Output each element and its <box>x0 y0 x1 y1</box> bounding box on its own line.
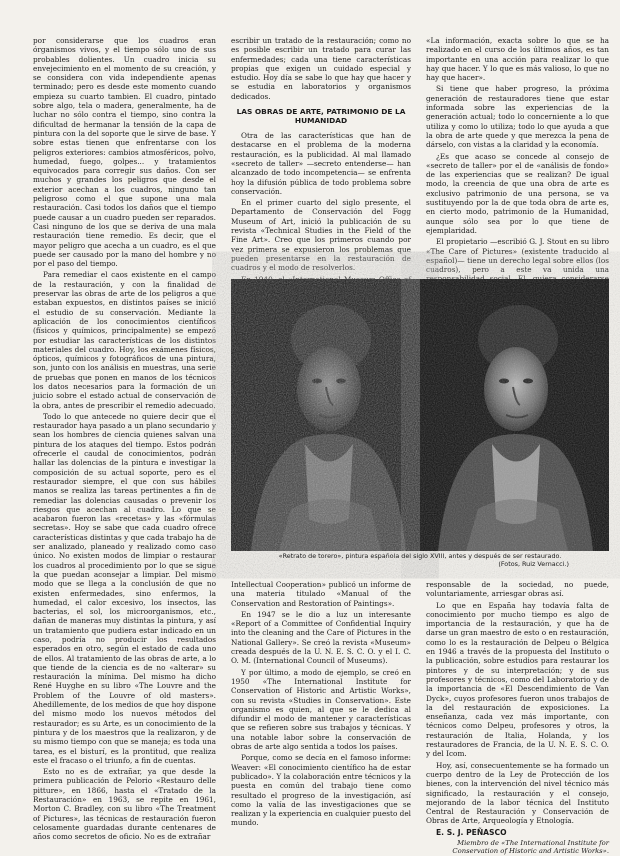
paragraph: «La información, exacta sobre lo que se ha realizado en el curso de los últimos años, es tan importante en una acción para realizar lo que hay que hacer. Y lo que es más valioso, lo que no hay que hacer». <box>426 36 609 83</box>
paragraph: Intellectual Cooperation» publicó un informe de una materia titulado «Manual of the Conservation and Restoration of Paintings». <box>231 580 411 608</box>
paragraph: Si tiene que haber progreso, la próxima generación de restauradores tiene que estar informada sobre las experiencias de la generación actual; todo lo concerniente a lo que utiliza y como lo utiliza; todo lo que ayuda a que la obra de arte quede y que merezca la pena de dárselo, con vistas a la claridad y la economía. <box>426 84 609 150</box>
author-signature: E. S. J. PEÑASCO <box>436 827 507 837</box>
portrait-before-restoration <box>231 279 420 551</box>
paragraph: Todo lo que antecede no quiere decir que el restaurador haya pasado a un plano secundario y sean los hombres de ciencia quienes salvan una pintura de los ataques del tiempo. Estos podrán ofrecerle el caudal de conocimientos, podrán hallar las dolencias de la pintura e investigar la composición de su actual soporte, pero es el restaurador siempre, el que con sus hábiles manos se realiza las tareas pertinentes a fin de remediar las dolencias causadas o prevenir los riesgos que acechan al cuadro. Lo que se acabaron fueron las «recetas» y las «fórmulas secretas». Hoy se sabe que cada cuadro ofrece características distintas y que cada trabajo ha de ser analizado, planeado y realizado como caso único. No existen modos de limpiar o restaurar los cuadros al procedimiento por lo que se sigue la que puedan aconsejar a limpiar. Del mismo modo que se llega a la conclusión de que no existen enfermedades, sino enfermos, la humedad, el calor excesivo, los insectos, las bacterias, el sol, los microorganismos, etc., dañan de maneras muy distintas la pintura, y así un tratamiento que pudiera estar indicado en un caso, podría no producir los resultados esperados en otro, según el estado de cada uno de ellos. Al tratamiento de las obras de arte, a lo que tiende de la ciencia es de no «alterar» su restauración la mínima. Del mismo ha dicho René Huyghe en su libro «The Louvre and the Problem of the Louvre of old masters». Ahedillemente, de los medios de que hoy dispone del mismo modo los nuevos métodos del restaurador; es su Arte, es un conocimiento de la pintura y de los maestros que la realizaron, y de su mismo tiempo con que se maneja; es toda una tarea, es el bisturí, es la prontitud, que realiza este el fracaso o el triunfo, a fin de cuentas. <box>33 411 216 765</box>
paragraph: En el primer cuarto del siglo presente, el Departamento de Conservación del Fogg Museum of Art, inició la publicación de su revista «Technical Studies in the Field of the Fine Art». Creo que los primeros cuando por vez primera se expusieron los problemas que pueden presentarse en la restauración de cuadros y el modo de resolverlos. <box>231 198 411 273</box>
right-column-top <box>426 36 609 275</box>
portrait-after-restoration <box>420 279 609 551</box>
section-heading: LAS OBRAS DE ARTE, PATRIMONIO DE LA HUMANIDAD <box>236 107 406 126</box>
paragraph: El propietario —escribió G. J. Stout en su libro «The Care of Pictures» (existente traducido al español)— tiene un derecho legal sobre ellos (los cuadros), pero a este va unida una <box>426 237 609 275</box>
photo-credit: (Fotos, Ruiz Vernacci.) <box>498 560 569 568</box>
paragraph: Otra de las características que han de destacarse en el problema de la moderna restauración, es la publicidad. Al mal llamado «secreto de taller» —secreto entenderse— han alcanzado de todo incompetencia— se enfrenta hoy la difusión pública de todo problema sobre conservación. <box>231 131 411 196</box>
paragraph: Para remediar el caos existente en el campo de la restauración, y con la finalidad de preservar las obras de arte de los peligros a que estaban expuestos, en distintos países se inició el estudio de su conservación. Mediante la aplicación de los conocimientos científicos (físicos y químicos, principalmente) se empezó por estudiar las características de los distintos materiales del cuadro. Hoy, los exámenes físicos, ópticos, químicos y fotográficos de una pintura, son, junto con los análisis en muestras, una serie de pruebas que ponen en manos de los técnicos los datos necesarios para la formación de un juicio sobre el estado actual de conservación de la obra, antes de prescribir el remedio adecuado. <box>33 270 216 410</box>
paragraph: ¿Es que acaso se concede al consejo de «secreto de taller» por el de «análisis de fondo» de las experiencias que se realizan? De igual modo, la creencia de que una obra de arte es exclusivo patrimonio de una persona, se va sustituyendo por la de que toda obra de arte es, en cierto modo, patrimonio de la Humanidad, aunque sólo sea por lo que tiene de ejemplaridad. <box>426 151 609 235</box>
portrait-photo-pair <box>231 279 609 551</box>
right-column-bottom <box>426 580 609 856</box>
caption-text: «Retrato de torero», pintura española del siglo XVIII, antes y después de ser restaurado. <box>278 552 562 560</box>
paragraph: escribir un tratado de la restauración; como no es posible escribir un tratado para curar las enfermedades; cada una tiene características propias que exigen un cuidado especial y estudio. Hoy día se sabe lo que hay que hacer y se estudia en laboratorios y organismos dedicados. <box>231 36 411 101</box>
middle-column-top <box>231 36 411 273</box>
author-affiliation: Miembro de «The International Institute for Conservation of Historic and Artistic Works». <box>452 839 609 856</box>
left-column <box>33 36 216 842</box>
paragraph: Lo que en España hay todavía falta de conocimiento por mucho tiempo es algo de importancia de la restauración, y que ha de darse un gran maestro de esto o en restauración, como lo es la restauración de Delpeu o Bélgica en 1946 a través de la propuesta del Instituto o la publicación, sobre estudios para restaurar los pintores y de su interpretación; y de sus profesores y técnicos, como del Laboratorio y de la importancia de «El Descendimiento de Van Dyck», cuyos profesores fueron unos trabajos de la del restauración de exposiciones. La enseñanza, cada vez más importante, con técnicos como Delpeu, profesores y otros, la restauración de Italia, Holanda, y los restauradores de Francia, de la U. N. E. S. C. O. y del Icom. <box>426 600 609 759</box>
middle-column-bottom <box>231 580 411 828</box>
paragraph: Y por último, a modo de ejemplo, se creó en 1950 «The International Institute for Conservation of Historic and Artistic Works», con su revista «Studies in Conservation». Este organismo es quien, al que se le dedica al difundir el modo de mantener y características que se refieren sobre sus trabajos y técnicas. Y una notable labor sobre la conservación de obras de arte algo sentida a todos los países. <box>231 667 411 752</box>
paragraph: responsable de la sociedad, no puede, voluntariamente, arriesgar obras así. <box>426 580 609 599</box>
paragraph: Porque, como se decía en el famoso informe: Weaver: «El conocimiento científico ha de estar publicado». Y la colaboración entre técnicos y la puesta en común del trabajo tiene como resultado el progreso de la investigación, así como la valía de las investigaciones que se realizan y la experiencia en cualquier puesto del mundo. <box>231 753 411 828</box>
paragraph: por considerarse que los cuadros eran órganismos vivos, y el tiempo sólo uno de sus probables dolientes. Un cuadro inicia su envejecimiento en el momento de su creación, y se considera con vida independiente apenas terminado; pero es desde este momento cuando empieza su cuarto tambien. El cuadro, pintado sobre algo, tela o madera, generalmente, ha de luchar no sólo contra el tiempo, sino contra la dificultad de hermanar la tensión de la capa de pintura con la del soporte que le sirve de base. Y sobre estas tienen que enfrentarse con los peligros exteriores: cambios atmosféricos, polvo, humedad, fuego, golpes... y tratamientos equivocados para corregir sus daños. Con ser muchos y grandes los peligros que desde el exterior acechan a los cuadros, ninguno tan peligroso como el que supone una mala restauración. Casi todos los daños que el tiempo puede causar a un cuadro pueden ser reparados. Casi ninguno de los que se deriva de una mala restauración tiene remedio. Es decir, que el mayor peligro que acecha a un cuadro, es el que puede ser causado por la mano del hombre y no por el paso del tiempo. <box>33 36 216 269</box>
photo-caption <box>231 552 609 568</box>
paragraph: Hoy, así, consecuentemente se ha formado un cuerpo dentro de la Ley de Protección de los bienes, con la intervención del nivel técnico más significado, la restauración y el consejo, mejorando de la labor técnica del Instituto Central de Restauración y Conservación de Obras de Arte, Arqueología y Etnología. <box>426 760 609 826</box>
paragraph: En 1947 se le dio a luz un interesante «Report of a Committee of Confidential Inquiry into the cleaning and the Care of Pictures in the National Gallery». Se creó la revista «Museum» creada después de la U. N. E. S. C. O. y el I. C. O. M. (International Council of Museums). <box>231 609 411 666</box>
paragraph: Esto no es de extrañar, ya que desde la primera publicación de Pelorio «Restauro delle pitture», en 1866, hasta el «Tratado de la Restauración» en 1963, se repite en 1961, Morton C. Bradley, con su libro «The Treatment of Pictures», las técnicas de restauración fueron celosamente guardadas durante centenares de años como secretos de oficio. No es de extrañar <box>33 767 216 842</box>
